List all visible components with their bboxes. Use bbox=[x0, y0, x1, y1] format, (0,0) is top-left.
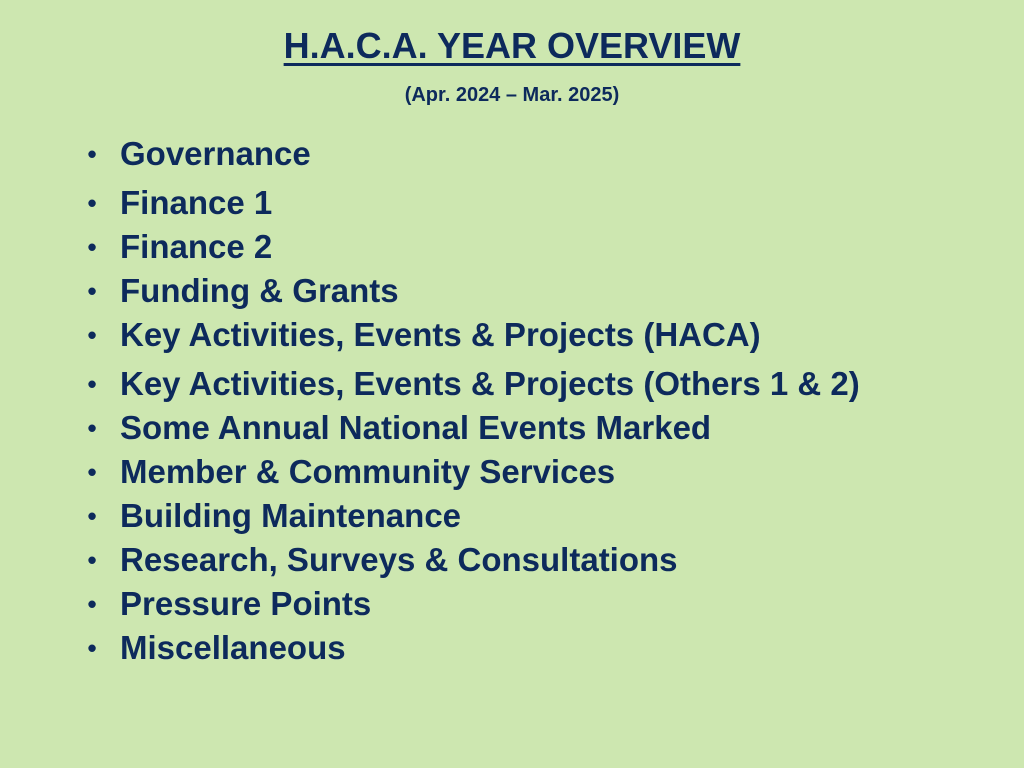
slide-subtitle: (Apr. 2024 – Mar. 2025) bbox=[404, 84, 620, 106]
overview-list bbox=[82, 132, 1002, 670]
list-item-label: Finance 2 bbox=[120, 228, 273, 265]
bullet-icon: • bbox=[87, 276, 97, 306]
list-item bbox=[82, 626, 1002, 670]
bullet-icon: • bbox=[87, 369, 97, 399]
list-item-label: Finance 1 bbox=[120, 184, 273, 221]
list-item bbox=[82, 313, 1002, 357]
list-item-label: Key Activities, Events & Projects (Others 1 & 2) bbox=[120, 365, 860, 402]
list-item bbox=[82, 538, 1002, 582]
bullet-icon: • bbox=[87, 501, 97, 531]
bullet-icon: • bbox=[87, 589, 97, 619]
list-item bbox=[82, 181, 1002, 225]
list-item bbox=[82, 132, 1002, 176]
bullet-icon: • bbox=[87, 232, 97, 262]
list-item bbox=[82, 225, 1002, 269]
list-item-label: Funding & Grants bbox=[120, 272, 399, 309]
bullet-icon: • bbox=[87, 413, 97, 443]
list-item bbox=[82, 450, 1002, 494]
list-item-label: Pressure Points bbox=[120, 585, 372, 622]
bullet-icon: • bbox=[87, 320, 97, 350]
list-item bbox=[82, 269, 1002, 313]
bullet-icon: • bbox=[87, 457, 97, 487]
list-item-label: Research, Surveys & Consultations bbox=[120, 541, 678, 578]
list-item bbox=[82, 494, 1002, 538]
list-item-label: Some Annual National Events Marked bbox=[120, 409, 712, 446]
list-item bbox=[82, 406, 1002, 450]
list-item-label: Key Activities, Events & Projects (HACA) bbox=[120, 316, 761, 353]
bullet-icon: • bbox=[87, 188, 97, 218]
slide-title-text: H.A.C.A. YEAR OVERVIEW bbox=[283, 25, 741, 66]
list-item-label: Miscellaneous bbox=[120, 629, 346, 666]
slide-title bbox=[0, 24, 1024, 68]
list-item bbox=[82, 582, 1002, 626]
list-item-label: Governance bbox=[120, 135, 311, 172]
bullet-icon: • bbox=[87, 633, 97, 663]
bullet-icon: • bbox=[87, 139, 97, 169]
list-item bbox=[82, 362, 1002, 406]
list-item-label: Building Maintenance bbox=[120, 497, 462, 534]
list-item-label: Member & Community Services bbox=[120, 453, 616, 490]
bullet-icon: • bbox=[87, 545, 97, 575]
